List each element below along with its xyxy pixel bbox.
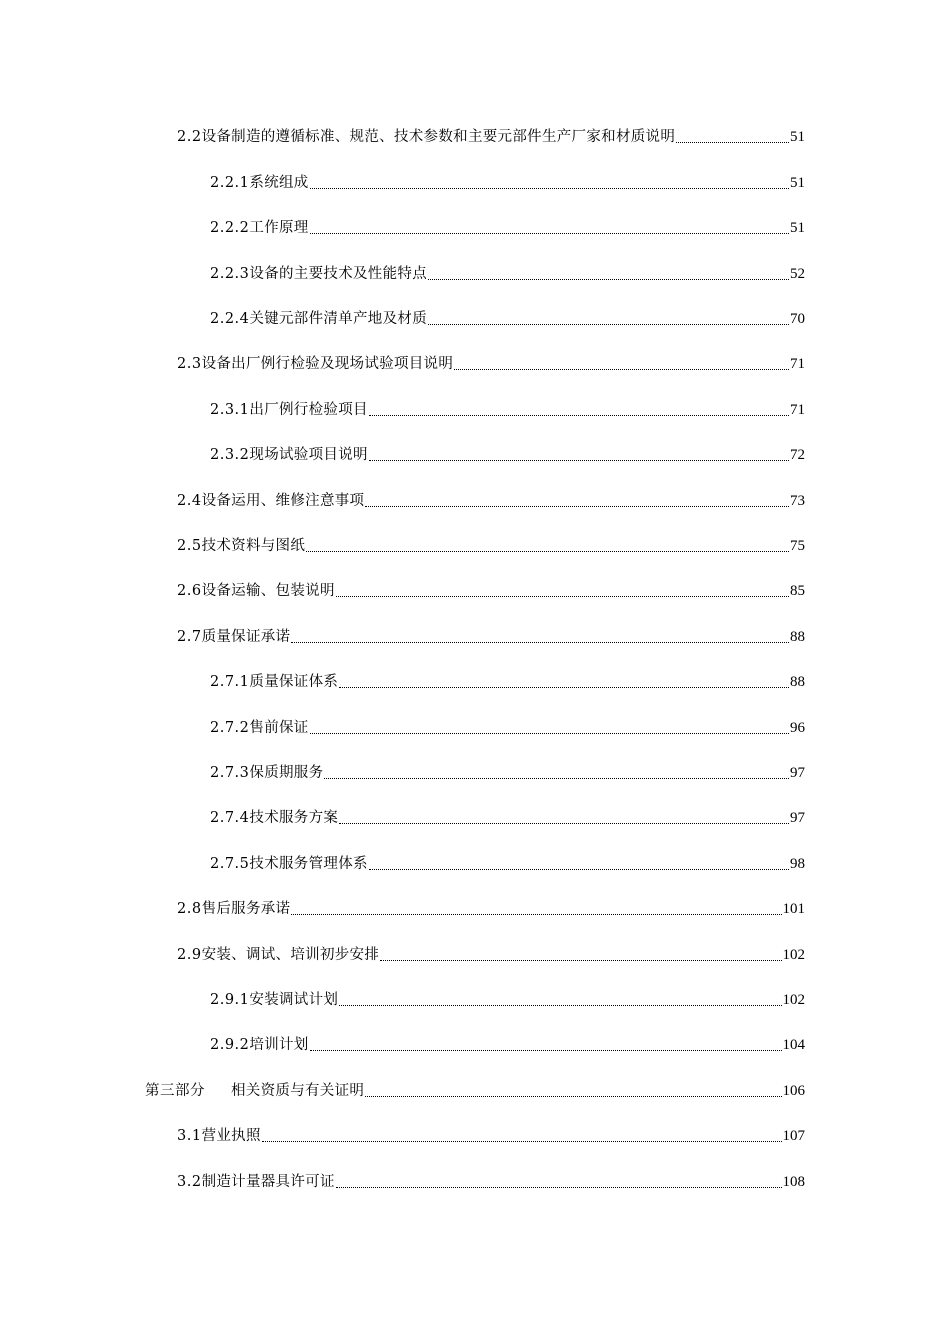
toc-entry-page: 88 (790, 629, 805, 645)
toc-entry-number: 2.5 (177, 538, 202, 554)
toc-entry-title: 关键元部件清单产地及材质 (249, 311, 428, 327)
toc-entry-page: 96 (790, 720, 805, 736)
toc-entry-page: 107 (782, 1128, 805, 1144)
dot-leader (339, 823, 789, 824)
toc-entry-2-2[interactable] (177, 126, 805, 148)
dot-leader (676, 142, 789, 143)
dot-leader (428, 279, 789, 280)
toc-entry-page: 104 (782, 1037, 805, 1053)
toc-entry-page: 102 (782, 947, 805, 963)
toc-entry-number: 2.3.1 (210, 402, 250, 418)
toc-entry-part-3[interactable] (145, 1080, 805, 1102)
toc-entry-2-9-1[interactable] (210, 989, 805, 1011)
toc-entry-2-7-2[interactable] (210, 717, 805, 739)
dot-leader (291, 642, 789, 643)
dot-leader (336, 596, 789, 597)
toc-entry-page: 51 (790, 220, 805, 236)
toc-entry-number: 2.3.2 (210, 447, 250, 463)
toc-entry-number: 2.6 (177, 583, 202, 599)
toc-entry-number: 2.9 (177, 947, 202, 963)
toc-entry-title: 培训计划 (249, 1037, 309, 1053)
toc-entry-number: 2.3 (177, 356, 202, 372)
toc-entry-number: 3.2 (177, 1174, 202, 1190)
toc-entry-title: 安装调试计划 (249, 992, 339, 1008)
toc-entry-number: 2.7.5 (210, 856, 250, 872)
toc-entry-number: 2.2.3 (210, 266, 250, 282)
dot-leader (310, 733, 789, 734)
dot-leader (365, 506, 789, 507)
toc-entry-page: 71 (790, 402, 805, 418)
toc-entry-title: 安装、调试、培训初步安排 (201, 947, 380, 963)
toc-entry-2-4[interactable] (177, 490, 805, 512)
toc-entry-number: 2.9.1 (210, 992, 250, 1008)
toc-entry-title: 设备运用、维修注意事项 (201, 493, 365, 509)
toc-entry-2-2-4[interactable] (210, 308, 805, 330)
toc-entry-number: 2.2.1 (210, 175, 250, 191)
toc-entry-number: 2.4 (177, 493, 202, 509)
toc-entry-2-7-5[interactable] (210, 853, 805, 875)
toc-entry-2-9-2[interactable] (210, 1034, 805, 1056)
toc-entry-title: 质量保证体系 (249, 674, 339, 690)
toc-entry-page: 108 (782, 1174, 805, 1190)
toc-entry-page: 106 (782, 1083, 805, 1099)
toc-entry-number: 2.7 (177, 629, 202, 645)
toc-entry-2-3[interactable] (177, 353, 805, 375)
toc-entry-title: 保质期服务 (249, 765, 324, 781)
toc-entry-number: 2.7.3 (210, 765, 250, 781)
dot-leader (324, 778, 789, 779)
dot-leader (291, 914, 781, 915)
dot-leader (310, 233, 789, 234)
toc-entry-title: 设备运输、包装说明 (201, 583, 335, 599)
toc-entry-page: 51 (790, 129, 805, 145)
dot-leader (310, 1050, 782, 1051)
toc-entry-page: 102 (782, 992, 805, 1008)
toc-entry-number: 3.1 (177, 1128, 202, 1144)
toc-entry-title: 现场试验项目说明 (249, 447, 368, 463)
toc-entry-title: 营业执照 (201, 1128, 261, 1144)
toc-entry-2-2-2[interactable] (210, 217, 805, 239)
dot-leader (306, 551, 789, 552)
toc-entry-title: 相关资质与有关证明 (231, 1083, 365, 1099)
toc-entry-number: 第三部分 (145, 1083, 205, 1099)
toc-entry-page: 73 (790, 493, 805, 509)
toc-entry-page: 72 (790, 447, 805, 463)
toc-entry-number: 2.2.2 (210, 220, 250, 236)
dot-leader (339, 687, 789, 688)
toc-entry-2-7[interactable] (177, 626, 805, 648)
toc-entry-title: 技术服务管理体系 (249, 856, 368, 872)
toc-entry-2-5[interactable] (177, 535, 805, 557)
dot-leader (369, 415, 789, 416)
dot-leader (365, 1096, 781, 1097)
toc-entry-title: 设备出厂例行检验及现场试验项目说明 (201, 356, 454, 372)
toc-entry-2-3-1[interactable] (210, 399, 805, 421)
toc-entry-title: 系统组成 (249, 175, 309, 191)
toc-entry-2-7-3[interactable] (210, 762, 805, 784)
toc-entry-number: 2.2 (177, 129, 202, 145)
toc-entry-number: 2.9.2 (210, 1037, 250, 1053)
toc-entry-2-7-4[interactable] (210, 807, 805, 829)
toc-entry-3-1[interactable] (177, 1125, 805, 1147)
toc-entry-title: 质量保证承诺 (201, 629, 291, 645)
dot-leader (428, 324, 789, 325)
toc-entry-2-9[interactable] (177, 944, 805, 966)
toc-entry-number: 2.2.4 (210, 311, 250, 327)
toc-entry-title: 售后服务承诺 (201, 901, 291, 917)
toc-entry-page: 97 (790, 810, 805, 826)
toc-entry-2-7-1[interactable] (210, 671, 805, 693)
dot-leader (262, 1141, 782, 1142)
toc-entry-page: 88 (790, 674, 805, 690)
toc-entry-title: 设备的主要技术及性能特点 (249, 266, 428, 282)
toc-entry-page: 85 (790, 583, 805, 599)
toc-entry-page: 101 (782, 901, 805, 917)
toc-entry-2-2-1[interactable] (210, 172, 805, 194)
dot-leader (369, 869, 789, 870)
dot-leader (310, 188, 789, 189)
dot-leader (380, 960, 781, 961)
toc-entry-number: 2.7.2 (210, 720, 250, 736)
toc-entry-number: 2.7.1 (210, 674, 250, 690)
toc-entry-title: 技术服务方案 (249, 810, 339, 826)
toc-entry-page: 70 (790, 311, 805, 327)
toc-entry-page: 98 (790, 856, 805, 872)
toc-entry-title: 售前保证 (249, 720, 309, 736)
toc-entry-page: 51 (790, 175, 805, 191)
toc-entry-page: 71 (790, 356, 805, 372)
toc-entry-number: 2.7.4 (210, 810, 250, 826)
dot-leader (336, 1187, 782, 1188)
toc-entry-page: 97 (790, 765, 805, 781)
toc-entry-title: 技术资料与图纸 (201, 538, 306, 554)
dot-leader (339, 1005, 781, 1006)
toc-entry-title: 制造计量器具许可证 (201, 1174, 335, 1190)
toc-entry-2-6[interactable] (177, 580, 805, 602)
toc-entry-3-2[interactable] (177, 1171, 805, 1193)
toc-entry-2-3-2[interactable] (210, 444, 805, 466)
dot-leader (454, 369, 789, 370)
toc-entry-2-8[interactable] (177, 898, 805, 920)
toc-entry-2-2-3[interactable] (210, 263, 805, 285)
toc-entry-title: 设备制造的遵循标准、规范、技术参数和主要元部件生产厂家和材质说明 (201, 129, 676, 145)
toc-entry-title: 工作原理 (249, 220, 309, 236)
toc-entry-number: 2.8 (177, 901, 202, 917)
toc-entry-page: 52 (790, 266, 805, 282)
toc-entry-title: 出厂例行检验项目 (249, 402, 368, 418)
toc-entry-page: 75 (790, 538, 805, 554)
dot-leader (369, 460, 789, 461)
